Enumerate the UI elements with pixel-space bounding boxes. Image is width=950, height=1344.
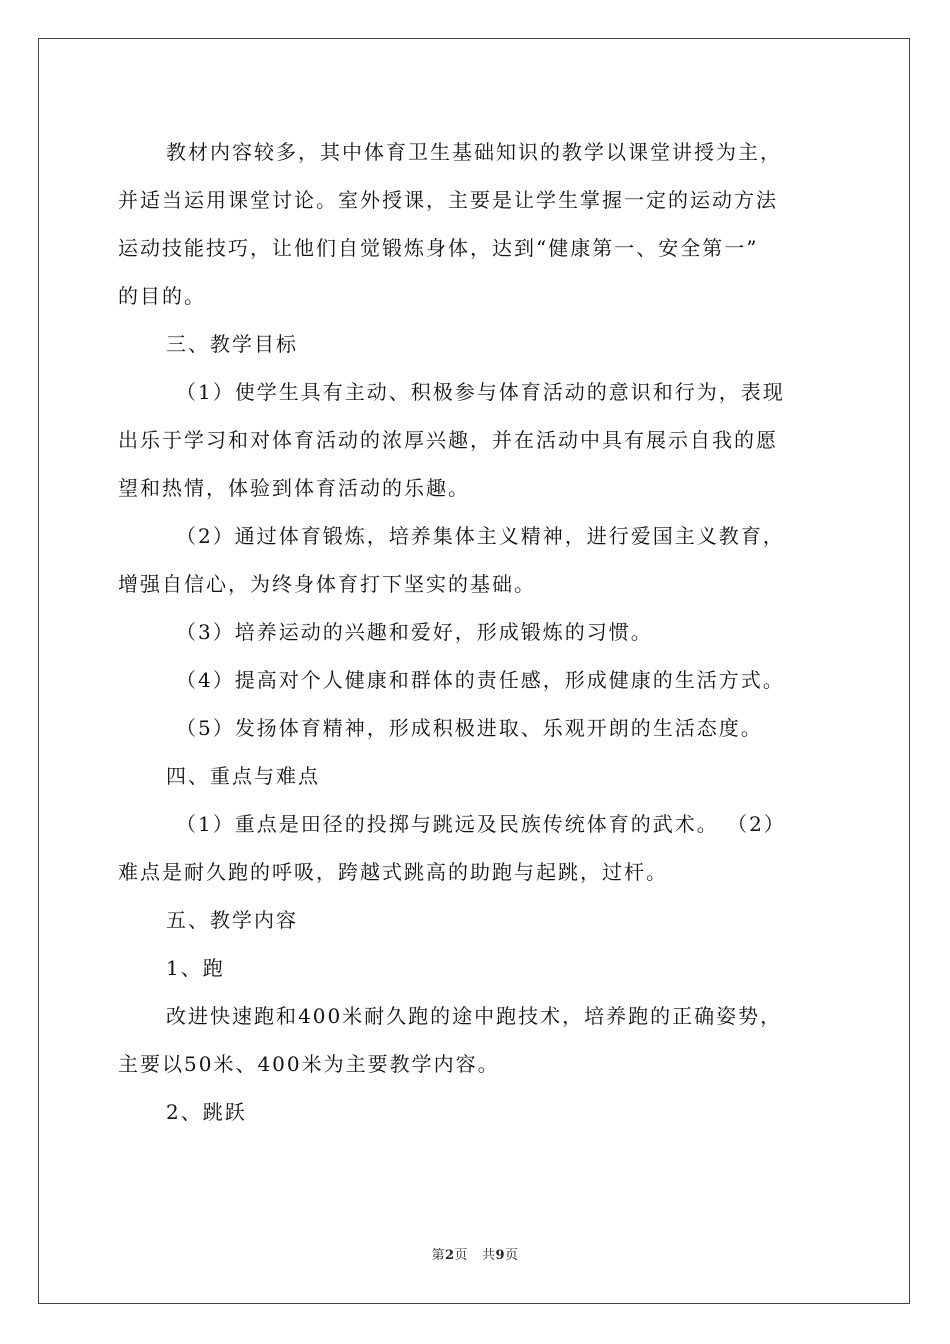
total-suffix: 页 (505, 1248, 519, 1263)
total-prefix: 共 (481, 1248, 496, 1263)
paragraph-line: （4）提高对个人健康和群体的责任感，形成健康的生活方式。 (176, 668, 785, 692)
current-page-number: 2 (444, 1248, 455, 1263)
paragraph-line: （3）培养运动的兴趣和爱好，形成锻炼的习惯。 (176, 620, 653, 644)
paragraph-line: 并适当运用课堂讨论。室外授课，主要是让学生掌握一定的运动方法 (118, 188, 778, 212)
section-heading: 三、教学目标 (166, 332, 298, 356)
paragraph-line: 出乐于学习和对体育活动的浓厚兴趣，并在活动中具有展示自我的愿 (118, 428, 778, 452)
paragraph-line: 主要以50米、400米为主要教学内容。 (118, 1052, 500, 1076)
paragraph-line: 教材内容较多，其中体育卫生基础知识的教学以课堂讲授为主， (166, 140, 782, 164)
paragraph-line: （1）使学生具有主动、积极参与体育活动的意识和行为，表现 (176, 380, 785, 404)
page-suffix: 页 (454, 1248, 469, 1263)
paragraph-line: 增强自信心，为终身体育打下坚实的基础。 (118, 572, 536, 596)
paragraph-line: （2）通过体育锻炼，培养集体主义精神，进行爱国主义教育， (176, 524, 785, 548)
paragraph-line: （1）重点是田径的投掷与跳远及民族传统体育的武术。 （2） (176, 812, 786, 836)
paragraph-line: 望和热情，体验到体育活动的乐趣。 (118, 476, 470, 500)
paragraph-line: 改进快速跑和400米耐久跑的途中跑技术，培养跑的正确姿势， (166, 1004, 783, 1028)
paragraph-line: 运动技能技巧，让他们自觉锻炼身体，达到“健康第一、安全第一” (118, 236, 759, 260)
paragraph-line: 的目的。 (118, 284, 206, 308)
total-page-number: 9 (495, 1248, 506, 1263)
paragraph-line: 难点是耐久跑的呼吸，跨越式跳高的助跑与起跳，过杆。 (118, 860, 668, 884)
page-footer (0, 1244, 950, 1263)
document-body (118, 128, 838, 1136)
paragraph-line: （5）发扬体育精神，形成积极进取、乐观开朗的生活态度。 (176, 716, 763, 740)
subsection-heading: 1、跑 (166, 956, 225, 980)
section-heading: 五、教学内容 (166, 908, 298, 932)
subsection-heading: 2、跳跃 (166, 1100, 247, 1124)
page-prefix: 第 (431, 1248, 445, 1263)
section-heading: 四、重点与难点 (166, 764, 320, 788)
